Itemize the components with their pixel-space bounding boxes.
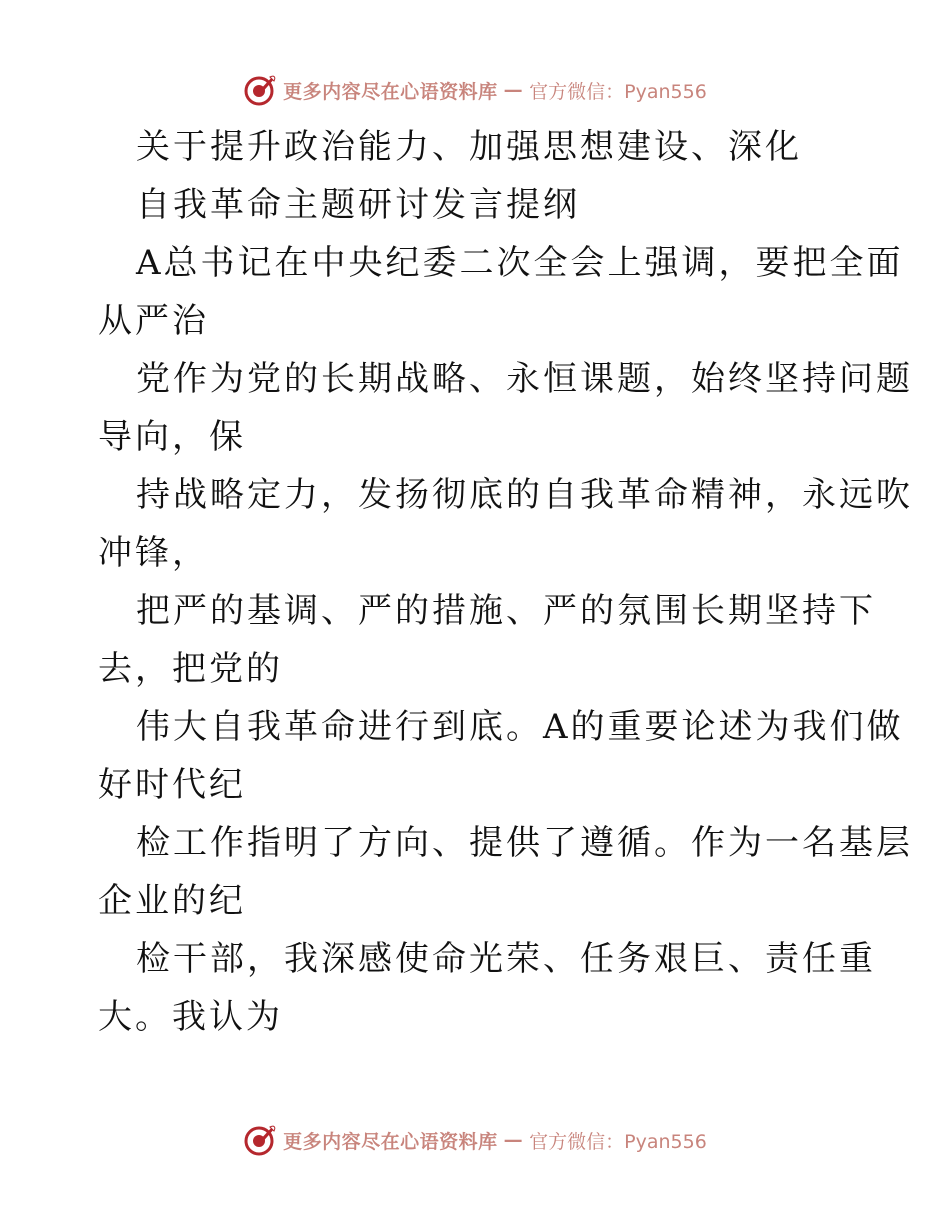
paragraph-line: 检工作指明了方向、提供了遵循。作为一名基层 xyxy=(136,823,913,863)
paragraph-line-continued: 从严治 xyxy=(98,301,209,341)
document-title-line-2: 自我革命主题研讨发言提纲 xyxy=(136,185,580,225)
footer-banner xyxy=(0,1120,950,1160)
footer-promo-text: 更多内容尽在心语资料库 xyxy=(283,1130,498,1153)
paragraph-line: 把严的基调、严的措施、严的氛围长期坚持下 xyxy=(136,591,876,631)
paragraph-line-continued: 企业的纪 xyxy=(98,881,246,921)
header-banner xyxy=(0,70,950,110)
footer-wechat-text: 官方微信：Pyan556 xyxy=(529,1130,707,1153)
header-dash: — xyxy=(503,79,524,101)
paragraph-line-continued: 冲锋， xyxy=(98,533,209,573)
header-wechat-text: 官方微信：Pyan556 xyxy=(529,80,707,103)
footer-dash: — xyxy=(503,1129,524,1151)
header-promo-text: 更多内容尽在心语资料库 xyxy=(283,80,498,103)
paragraph-line-continued: 大。我认为 xyxy=(98,997,283,1037)
paragraph-line-continued: 去，把党的 xyxy=(98,649,283,689)
paragraph-line: 持战略定力，发扬彻底的自我革命精神，永远吹 xyxy=(136,475,913,515)
paragraph-line-continued: 好时代纪 xyxy=(98,765,246,805)
document-body xyxy=(98,118,913,1046)
paragraph-line: 伟大自我革命进行到底。A的重要论述为我们做 xyxy=(136,707,904,747)
quill-pen-logo-icon xyxy=(243,1123,277,1157)
paragraph-line: 检干部，我深感使命光荣、任务艰巨、责任重 xyxy=(136,939,876,979)
document-title-line-1: 关于提升政治能力、加强思想建设、深化 xyxy=(136,127,802,167)
paragraph-line: 党作为党的长期战略、永恒课题，始终坚持问题 xyxy=(136,359,913,399)
paragraph-line: A总书记在中央纪委二次全会上强调，要把全面 xyxy=(136,243,904,283)
quill-pen-logo-icon xyxy=(243,73,277,107)
paragraph-line-continued: 导向，保 xyxy=(98,417,246,457)
